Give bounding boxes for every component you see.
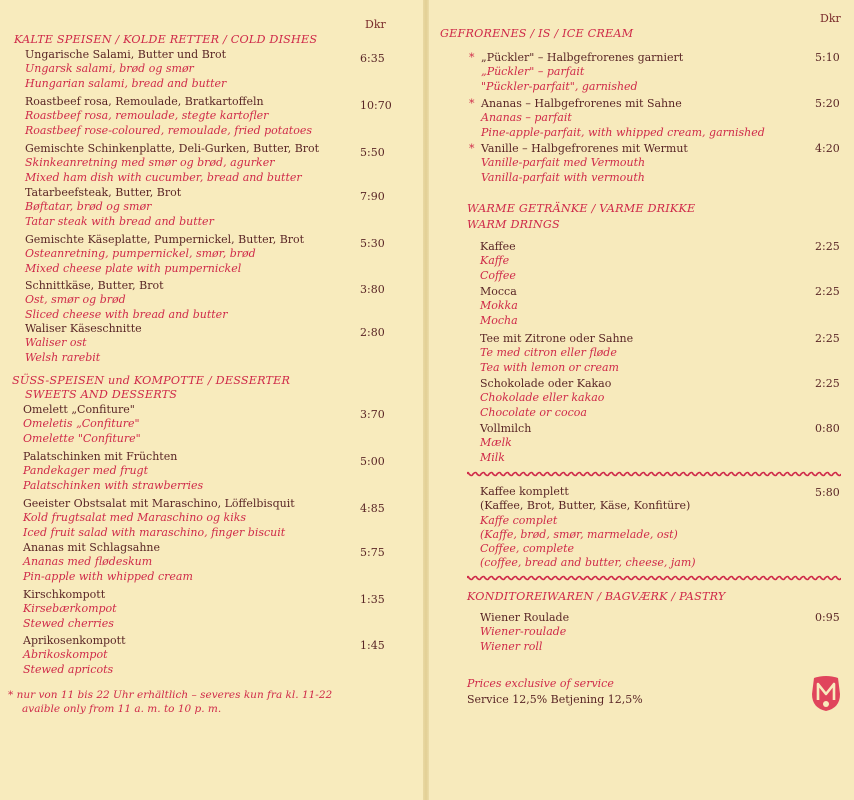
item-english: Sliced cheese with bread and butter (25, 307, 228, 321)
item-english: Chocolate or cocoa (480, 405, 587, 419)
footnote-availability: * nur von 11 bis 22 Uhr erhältlich – severes kun fra kl. 11-22 (8, 689, 333, 701)
item-german: Kaffee (480, 240, 516, 253)
menu-item (469, 51, 684, 94)
menu-item (480, 332, 633, 375)
hotel-logo-icon (810, 674, 842, 712)
item-german: Gemischte Käseplatte, Pumpernickel, Butter, Brot (25, 233, 305, 246)
item-danish: Omeletis „Confiture" (23, 417, 140, 431)
menu-item (480, 285, 518, 328)
item-english: Mocha (480, 313, 518, 327)
item-english: Coffee (480, 268, 516, 282)
item-english: Iced fruit salad with maraschino, finger biscuit (23, 525, 286, 539)
item-german: „Pückler" – Halbgefrorenes garniert (481, 51, 684, 64)
item-english: Tea with lemon or cream (480, 360, 619, 374)
menu-item-kaffee-komplett (480, 485, 696, 571)
item-english: Wiener roll (480, 639, 543, 653)
menu-item (25, 279, 227, 322)
currency-header-right: Dkr (820, 12, 841, 25)
item-danish: Abrikoskompot (23, 648, 108, 662)
item-danish: Ananas – parfait (481, 111, 572, 125)
item-english: Milk (480, 450, 505, 464)
item-german: Tatarbeefsteak, Butter, Brot (25, 186, 182, 199)
item-star-marker: * (469, 97, 475, 110)
item-danish: Ananas med flødeskum (23, 555, 153, 569)
item-price: 6:35 (360, 52, 385, 65)
item-german: Kaffee komplett (480, 485, 569, 498)
item-german: Omelett „Confiture" (23, 403, 135, 416)
section-title-warm-drinks: WARME GETRÄNKE / VARME DRIKKE (467, 202, 696, 215)
item-price: 5:80 (815, 486, 840, 499)
currency-header-left: Dkr (365, 18, 386, 31)
wavy-divider-top (467, 471, 841, 477)
section-title-warm-drinks-en: WARM DRINGS (467, 218, 560, 231)
section-title-sweets-en: SWEETS AND DESSERTS (25, 388, 178, 401)
item-danish: Ost, smør og brød (25, 293, 126, 307)
item-german-detail: (Kaffee, Brot, Butter, Käse, Konfitüre) (480, 499, 691, 513)
item-danish: Kaffe complet (480, 513, 558, 527)
section-title-pastry: KONDITOREIWAREN / BAGVÆRK / PASTRY (467, 590, 726, 603)
service-note: Prices exclusive of service (467, 677, 614, 690)
item-price: 5:00 (360, 455, 385, 468)
menu-item (23, 634, 126, 677)
item-price: 2:25 (815, 285, 840, 298)
item-german: Ananas mit Schlagsahne (23, 541, 161, 554)
item-danish: „Pückler" – parfait (481, 65, 585, 79)
menu-item (23, 541, 193, 584)
item-price: 5:50 (360, 146, 385, 159)
menu-item (469, 97, 765, 140)
item-english: Pin-apple with whipped cream (23, 569, 193, 583)
item-price: 0:95 (815, 611, 840, 624)
item-danish: Bøftatar, brød og smør (25, 200, 152, 214)
item-price: 2:25 (815, 240, 840, 253)
item-danish: Wiener-roulade (480, 625, 567, 639)
item-english: Pine-apple-parfait, with whipped cream, garnished (481, 125, 765, 139)
item-german: Vanille – Halbgefrorenes mit Wermut (481, 142, 688, 155)
item-danish: Te med citron eller fløde (480, 346, 617, 360)
item-danish: Roastbeef rosa, remoulade, stegte kartofler (25, 109, 269, 123)
menu-item (469, 142, 688, 185)
item-english: Omelette "Confiture" (23, 431, 141, 445)
menu-item (23, 588, 117, 631)
item-price: 2:25 (815, 377, 840, 390)
menu-item (480, 377, 611, 420)
item-german: Schokolade oder Kakao (480, 377, 612, 390)
item-english: Coffee, complete (480, 542, 575, 556)
item-price: 7:90 (360, 190, 385, 203)
item-english: Tatar steak with bread and butter (25, 214, 214, 228)
item-english: Palatschinken with strawberries (23, 478, 204, 492)
menu-item (25, 95, 312, 138)
item-german: Ungarische Salami, Butter und Brot (25, 48, 227, 61)
item-danish-detail: (Kaffe, brød, smør, marmelade, ost) (480, 527, 678, 541)
item-german: Tee mit Zitrone oder Sahne (480, 332, 634, 345)
item-danish: Skinkeanretning med smør og brød, agurker (25, 156, 275, 170)
item-german: Palatschinken mit Früchten (23, 450, 178, 463)
item-danish: Pandekager med frugt (23, 464, 148, 478)
item-danish: Kold frugtsalat med Maraschino og kiks (23, 511, 247, 525)
menu-item (25, 322, 142, 365)
item-danish: Osteanretning, pumpernickel, smør, brød (25, 247, 256, 261)
item-price: 5:10 (815, 51, 840, 64)
item-price: 10:70 (360, 99, 392, 112)
menu-item (480, 240, 516, 283)
menu-item (25, 186, 214, 229)
item-german: Schnittkäse, Butter, Brot (25, 279, 164, 292)
item-price: 2:80 (360, 326, 385, 339)
item-german: Geeister Obstsalat mit Maraschino, Löffelbisquit (23, 497, 295, 510)
section-title-ice-cream: GEFRORENES / IS / ICE CREAM (440, 27, 634, 40)
item-english: Roastbeef rose-coloured, remoulade, fried potatoes (25, 123, 312, 137)
menu-item (25, 142, 319, 185)
item-english: Mixed ham dish with cucumber, bread and butter (25, 170, 302, 184)
item-danish: Kaffe (480, 254, 510, 268)
item-english-detail: (coffee, bread and butter, cheese, jam) (480, 556, 696, 570)
item-english: Vanilla-parfait with vermouth (481, 170, 645, 184)
item-star-marker: * (469, 51, 475, 64)
item-german: Mocca (480, 285, 517, 298)
item-danish: Ungarsk salami, brød og smør (25, 62, 194, 76)
item-danish: Kirsebærkompot (23, 602, 117, 616)
item-price: 4:20 (815, 142, 840, 155)
item-german: Ananas – Halbgefrorenes mit Sahne (481, 97, 682, 110)
item-english: Welsh rarebit (25, 350, 101, 364)
menu-item (480, 422, 531, 465)
item-danish: Mokka (480, 299, 518, 313)
wavy-divider-bottom (467, 575, 841, 581)
item-english: Mixed cheese plate with pumpernickel (25, 261, 242, 275)
menu-item (23, 497, 295, 540)
item-price: 5:20 (815, 97, 840, 110)
item-german: Roastbeef rosa, Remoulade, Bratkartoffeln (25, 95, 264, 108)
item-price: 0:80 (815, 422, 840, 435)
item-english: "Pückler-parfait", garnished (481, 79, 638, 93)
footnote-availability-en: avaible only from 11 a. m. to 10 p. m. (22, 703, 222, 715)
item-german: Vollmilch (480, 422, 532, 435)
item-price: 1:35 (360, 593, 385, 606)
service-charge: Service 12,5% Betjening 12,5% (467, 693, 643, 706)
item-danish: Chokolade eller kakao (480, 391, 605, 405)
item-price: 1:45 (360, 639, 385, 652)
item-english: Hungarian salami, bread and butter (25, 76, 227, 90)
item-german: Aprikosenkompott (23, 634, 126, 647)
item-danish: Vanille-parfait med Vermouth (481, 156, 646, 170)
item-danish: Mælk (480, 436, 512, 450)
item-price: 5:30 (360, 237, 385, 250)
menu-item (23, 450, 203, 493)
item-german: Waliser Käseschnitte (25, 322, 142, 335)
section-title-cold-dishes: KALTE SPEISEN / KOLDE RETTER / COLD DISHES (14, 33, 318, 46)
item-price: 3:70 (360, 408, 385, 421)
item-german: Gemischte Schinkenplatte, Deli-Gurken, Butter, Brot (25, 142, 320, 155)
menu-item (480, 611, 569, 654)
menu-item (23, 403, 141, 446)
menu-item (25, 233, 304, 276)
item-english: Stewed cherries (23, 616, 114, 630)
item-english: Stewed apricots (23, 662, 114, 676)
item-price: 3:80 (360, 283, 385, 296)
item-price: 5:75 (360, 546, 385, 559)
item-price: 2:25 (815, 332, 840, 345)
item-danish: Waliser ost (25, 336, 87, 350)
section-title-sweets: SÜSS-SPEISEN und KOMPOTTE / DESSERTER (12, 374, 291, 387)
item-star-marker: * (469, 142, 475, 155)
item-german: Kirschkompott (23, 588, 106, 601)
item-german: Wiener Roulade (480, 611, 570, 624)
item-price: 4:85 (360, 502, 385, 515)
menu-item (25, 48, 226, 91)
page-gutter (423, 0, 429, 800)
